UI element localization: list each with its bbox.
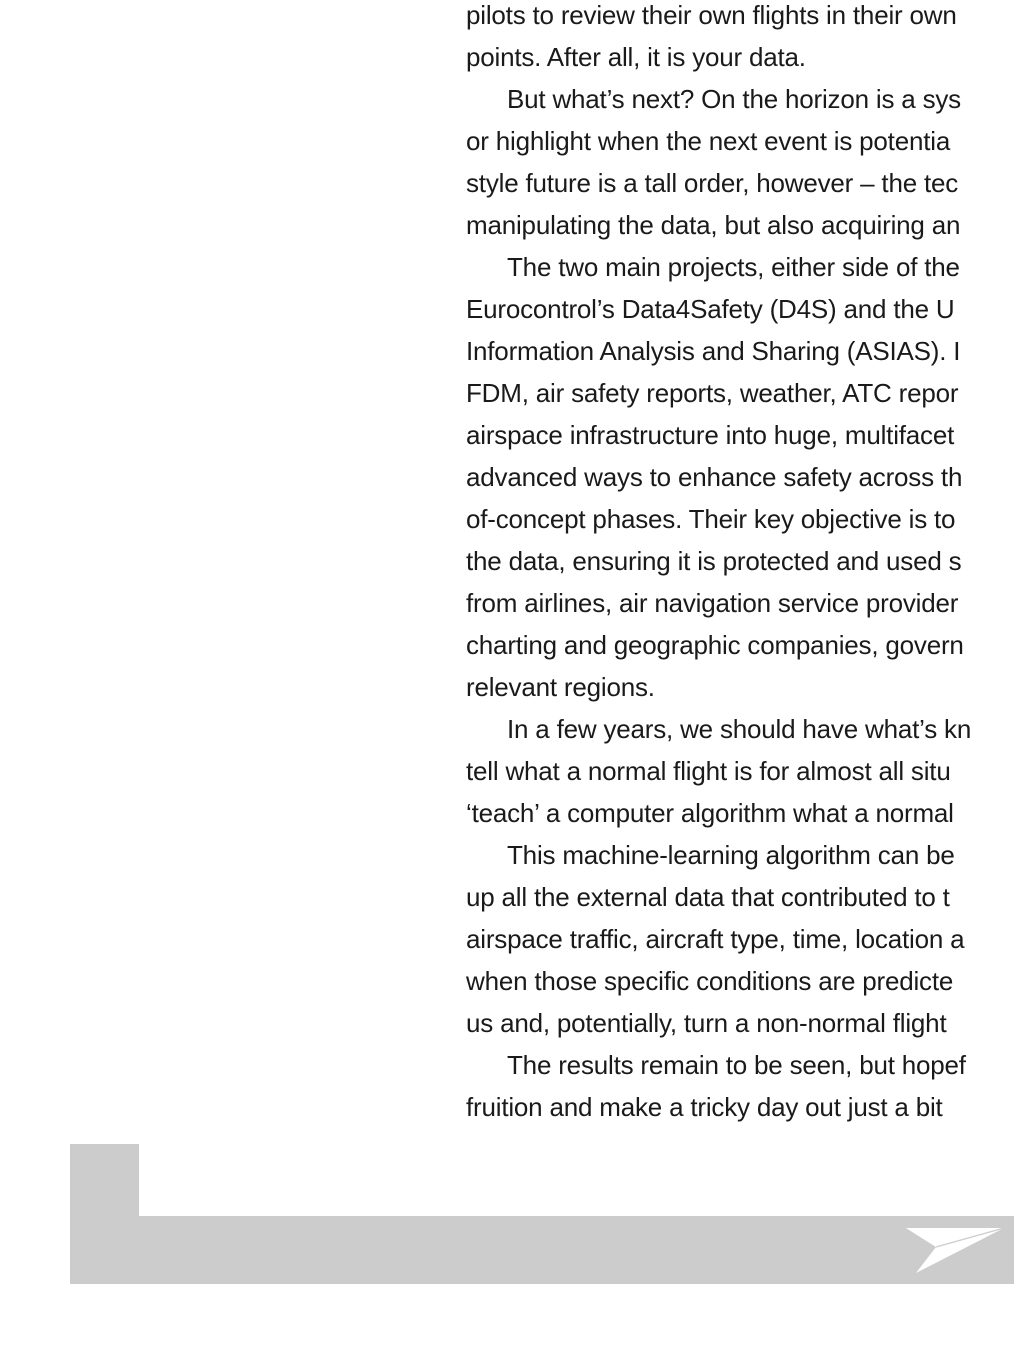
article-line-16: charting and geographic companies, govern [466,630,964,660]
article-line-1: pilots to review their own flights in their own [466,0,957,30]
article-line-5: style future is a tall order, however – the tec [466,168,959,198]
article-line-4: or highlight when the next event is potentia [466,126,951,156]
article-line-8: Eurocontrol’s Data4Safety (D4S) and the U [466,294,955,324]
article-line-11: airspace infrastructure into huge, multifacet [466,420,955,450]
article-line-25: us and, potentially, turn a non-normal flight [466,1008,947,1038]
article-line-10: FDM, air safety reports, weather, ATC repor [466,378,959,408]
article-line-15: from airlines, air navigation service provider [466,588,959,618]
article-line-13: of-concept phases. Their key objective is to [466,504,956,534]
footer-bar-shape [70,1144,1014,1284]
article-line-24: when those specific conditions are predicte [466,966,954,996]
article-line-26: The results remain to be seen, but hopef [507,1050,966,1080]
article-line-20: ‘teach’ a computer algorithm what a normal [466,798,954,828]
article-line-21: This machine-learning algorithm can be [507,840,955,870]
article-line-18: In a few years, we should have what’s kn [507,714,972,744]
article-line-17: relevant regions. [466,672,655,702]
article-line-6: manipulating the data, but also acquiring an [466,210,961,240]
article-line-2: points. After all, it is your data. [466,42,806,72]
article-line-3: But what’s next? On the horizon is a sys [507,84,961,114]
article-line-23: airspace traffic, aircraft type, time, location a [466,924,965,954]
article-line-27: fruition and make a tricky day out just a bit [466,1092,943,1122]
article-line-9: Information Analysis and Sharing (ASIAS). I [466,336,961,366]
article-line-19: tell what a normal flight is for almost all situ [466,756,951,786]
article-line-7: The two main projects, either side of the [507,252,960,282]
article-body [466,0,1024,1128]
article-line-14: the data, ensuring it is protected and used s [466,546,962,576]
footer-bar [70,1144,1014,1284]
article-line-12: advanced ways to enhance safety across th [466,462,963,492]
article-line-22: up all the external data that contributed to t [466,882,950,912]
